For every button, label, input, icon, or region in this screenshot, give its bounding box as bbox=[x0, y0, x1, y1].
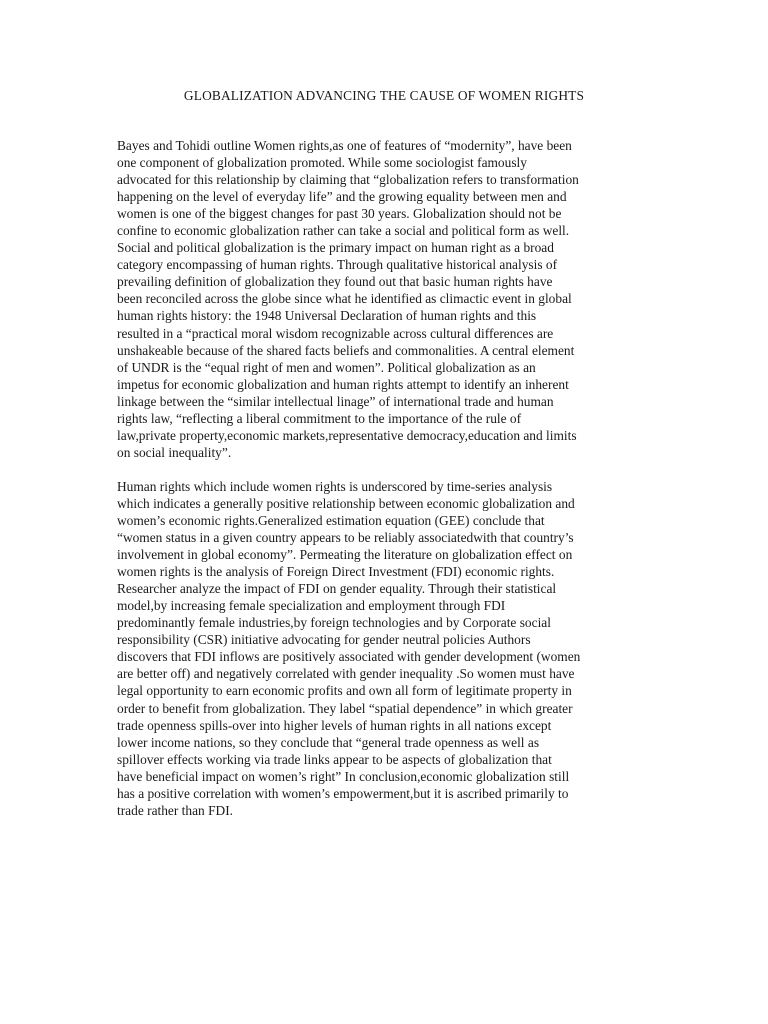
text-line: which indicates a generally positive relationship between economic globalization and bbox=[117, 495, 575, 511]
text-line: Bayes and Tohidi outline Women rights,as one of features of “modernity”, have been bbox=[117, 138, 572, 153]
text-line: been reconciled across the globe since what he identified as climactic event in global bbox=[117, 291, 572, 307]
text-line: are better off) and negatively correlated with gender inequality .So women must have bbox=[117, 666, 575, 682]
text-line: has a positive correlation with women’s empowerment,but it is ascribed primarily to bbox=[117, 785, 569, 801]
text-line: legal opportunity to earn economic profits and own all form of legitimate property in bbox=[117, 683, 572, 699]
document-body bbox=[117, 137, 657, 819]
text-line: trade rather than FDI. bbox=[117, 802, 234, 818]
text-line: linkage between the “similar intellectual linage” of international trade and human bbox=[117, 393, 554, 409]
text-line: impetus for economic globalization and human rights attempt to identify an inherent bbox=[117, 376, 569, 392]
text-line: rights law, “reflecting a liberal commitment to the importance of the rule of bbox=[117, 410, 522, 426]
text-line: human rights history: the 1948 Universal Declaration of human rights and this bbox=[117, 308, 537, 324]
text-line: one component of globalization promoted. While some sociologist famously bbox=[117, 155, 527, 171]
text-line: lower income nations, so they conclude that “general trade openness as well as bbox=[117, 734, 540, 750]
text-line: happening on the level of everyday life” and the growing equality between men and bbox=[117, 189, 567, 205]
text-line: prevailing definition of globalization they found out that basic human rights have bbox=[117, 274, 553, 290]
text-line: order to benefit from globalization. They label “spatial dependence” in which greater bbox=[117, 700, 573, 716]
text-line: on social inequality”. bbox=[117, 444, 232, 460]
text-line: women is one of the biggest changes for past 30 years. Globalization should not be bbox=[117, 206, 562, 222]
text-line: spillover effects working via trade links appear to be aspects of globalization that bbox=[117, 751, 552, 767]
text-line: unshakeable because of the shared facts beliefs and commonalities. A central element bbox=[117, 342, 575, 358]
text-line: Human rights which include women rights is underscored by time-series analysis bbox=[117, 478, 553, 494]
paragraph-1 bbox=[117, 137, 657, 461]
text-line: model,by increasing female specialization and employment through FDI bbox=[117, 598, 506, 614]
text-line: of UNDR is the “equal right of men and women”. Political globalization as an bbox=[117, 359, 536, 375]
text-line: predominantly female industries,by foreign technologies and by Corporate social bbox=[117, 615, 551, 631]
text-line: category encompassing of human rights. Through qualitative historical analysis of bbox=[117, 257, 558, 273]
document-title: GLOBALIZATION ADVANCING THE CAUSE OF WOMEN RIGHTS bbox=[183, 88, 585, 103]
paragraph-2 bbox=[117, 478, 657, 819]
text-line: trade openness spills-over into higher levels of human rights in all nations except bbox=[117, 717, 552, 733]
text-line: Researcher analyze the impact of FDI on gender equality. Through their statistical bbox=[117, 581, 557, 597]
text-line: involvement in global economy”. Permeating the literature on globalization effect on bbox=[117, 547, 573, 563]
text-line: “women status in a given country appears to be reliably associatedwith that country’s bbox=[117, 530, 574, 546]
text-line: have beneficial impact on women’s right” In conclusion,economic globalization still bbox=[117, 768, 570, 784]
text-line: confine to economic globalization rather can take a social and political form as well. bbox=[117, 223, 570, 239]
text-line: resulted in a “practical moral wisdom recognizable across cultural differences are bbox=[117, 325, 554, 341]
text-line: responsibility (CSR) initiative advocating for gender neutral policies Authors bbox=[117, 632, 531, 648]
text-line: advocated for this relationship by claiming that “globalization refers to transformation bbox=[117, 172, 579, 188]
text-line: Social and political globalization is the primary impact on human right as a broad bbox=[117, 240, 554, 256]
text-line: discovers that FDI inflows are positively associated with gender development (women bbox=[117, 649, 581, 665]
text-line: law,private property,economic markets,representative democracy,education and limits bbox=[117, 427, 577, 443]
text-line: women’s economic rights.Generalized estimation equation (GEE) conclude that bbox=[117, 512, 545, 528]
text-line: women rights is the analysis of Foreign Direct Investment (FDI) economic rights. bbox=[117, 564, 555, 580]
